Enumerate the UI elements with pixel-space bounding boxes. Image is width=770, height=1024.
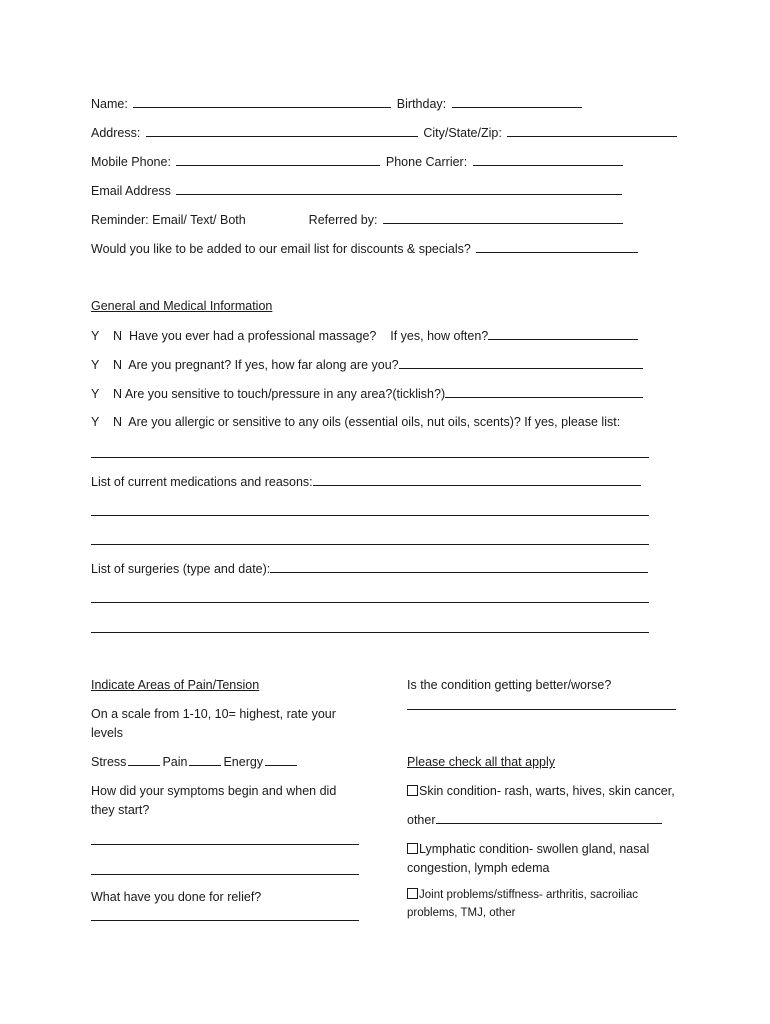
skin-condition-label: Skin condition- rash, warts, hives, skin cancer, bbox=[419, 784, 675, 798]
medications-field[interactable] bbox=[313, 473, 641, 486]
question-sensitive-row bbox=[91, 385, 645, 402]
question-pregnant-row bbox=[91, 356, 645, 373]
other-field[interactable] bbox=[436, 811, 662, 824]
pain-heading: Indicate Areas of Pain/Tension bbox=[91, 678, 260, 692]
energy-field[interactable] bbox=[265, 753, 297, 766]
reminder-row bbox=[91, 211, 625, 228]
city-state-zip-field[interactable] bbox=[507, 124, 677, 137]
email-list-field[interactable] bbox=[476, 240, 638, 253]
phone-carrier-label: Phone Carrier: bbox=[385, 155, 468, 169]
condition-answer-line[interactable] bbox=[407, 709, 676, 710]
levels-row bbox=[91, 753, 299, 772]
email-label: Email Address bbox=[91, 184, 171, 198]
no-option[interactable]: N bbox=[113, 387, 123, 401]
checkbox-icon[interactable] bbox=[407, 785, 418, 796]
skin-other-row bbox=[407, 811, 664, 830]
lymphatic-condition-option[interactable] bbox=[407, 840, 669, 878]
name-field[interactable] bbox=[133, 95, 391, 108]
stress-label: Stress bbox=[91, 755, 127, 769]
surgeries-answer-line[interactable] bbox=[91, 632, 649, 633]
pain-field[interactable] bbox=[189, 753, 221, 766]
question-pregnant: Are you pregnant? If yes, how far along are you? bbox=[128, 358, 399, 372]
other-label: other bbox=[407, 813, 436, 827]
stress-field[interactable] bbox=[128, 753, 160, 766]
question-massage: Have you ever had a professional massage? bbox=[128, 329, 377, 343]
question-sensitive: Are you sensitive to touch/pressure in any area?(ticklish?) bbox=[124, 387, 446, 401]
referred-by-field[interactable] bbox=[383, 211, 623, 224]
city-state-zip-label: City/State/Zip: bbox=[423, 126, 502, 140]
scale-instructions: On a scale from 1-10, 10= highest, rate your levels bbox=[91, 707, 336, 740]
skin-condition-option[interactable] bbox=[407, 782, 687, 801]
no-option[interactable]: N bbox=[113, 415, 123, 429]
referred-by-label: Referred by: bbox=[308, 213, 378, 227]
email-field[interactable] bbox=[176, 182, 622, 195]
medications-answer-line[interactable] bbox=[91, 515, 649, 516]
condition-question: Is the condition getting better/worse? bbox=[407, 678, 612, 692]
pain-label: Pain bbox=[162, 755, 188, 769]
medical-heading: General and Medical Information bbox=[91, 299, 273, 313]
address-label: Address: bbox=[91, 126, 141, 140]
no-option[interactable]: N bbox=[113, 358, 123, 372]
yes-option[interactable]: Y bbox=[91, 415, 100, 429]
relief-answer-line[interactable] bbox=[91, 920, 359, 921]
checkbox-icon[interactable] bbox=[407, 843, 418, 854]
name-row bbox=[91, 95, 584, 112]
question-massage-row bbox=[91, 327, 640, 344]
surgeries-label: List of surgeries (type and date): bbox=[91, 562, 271, 576]
reminder-label[interactable]: Reminder: Email/ Text/ Both bbox=[91, 213, 246, 227]
birthday-label: Birthday: bbox=[396, 97, 447, 111]
mobile-phone-field[interactable] bbox=[176, 153, 380, 166]
yes-option[interactable]: Y bbox=[91, 358, 100, 372]
surgeries-row bbox=[91, 560, 650, 577]
address-field[interactable] bbox=[146, 124, 418, 137]
phone-row bbox=[91, 153, 625, 170]
massage-frequency-label: If yes, how often? bbox=[390, 329, 489, 343]
check-all-heading: Please check all that apply bbox=[407, 755, 556, 769]
medications-label: List of current medications and reasons: bbox=[91, 475, 313, 489]
question-allergic: Are you allergic or sensitive to any oils (essential oils, nut oils, scents)? If yes, please list: bbox=[128, 415, 621, 429]
surgeries-answer-line[interactable] bbox=[91, 602, 649, 603]
birthday-field[interactable] bbox=[452, 95, 582, 108]
yes-option[interactable]: Y bbox=[91, 329, 100, 343]
lymphatic-condition-label: Lymphatic condition- swollen gland, nasal congestion, lymph edema bbox=[407, 842, 650, 875]
name-label: Name: bbox=[91, 97, 128, 111]
question-allergic-row bbox=[91, 414, 620, 430]
sensitive-field[interactable] bbox=[445, 385, 643, 398]
symptoms-answer-line[interactable] bbox=[91, 844, 359, 845]
mobile-phone-label: Mobile Phone: bbox=[91, 155, 171, 169]
relief-question: What have you done for relief? bbox=[91, 890, 262, 904]
joint-problems-label: Joint problems/stiffness- arthritis, sacroiliac problems, TMJ, other bbox=[407, 889, 638, 919]
email-list-row bbox=[91, 240, 640, 257]
allergy-answer-line[interactable] bbox=[91, 457, 649, 458]
pregnancy-field[interactable] bbox=[399, 356, 643, 369]
no-option[interactable]: N bbox=[113, 329, 123, 343]
symptoms-question: How did your symptoms begin and when did they start? bbox=[91, 784, 337, 817]
yes-option[interactable]: Y bbox=[91, 387, 100, 401]
address-row bbox=[91, 124, 679, 141]
checkbox-icon[interactable] bbox=[407, 888, 418, 899]
medications-row bbox=[91, 473, 643, 490]
email-row bbox=[91, 182, 624, 199]
joint-problems-option[interactable] bbox=[407, 886, 657, 922]
email-list-question: Would you like to be added to our email list for discounts & specials? bbox=[91, 242, 471, 256]
surgeries-field[interactable] bbox=[270, 560, 648, 573]
medications-answer-line[interactable] bbox=[91, 544, 649, 545]
massage-frequency-field[interactable] bbox=[488, 327, 638, 340]
phone-carrier-field[interactable] bbox=[473, 153, 623, 166]
symptoms-answer-line[interactable] bbox=[91, 874, 359, 875]
energy-label: Energy bbox=[223, 755, 264, 769]
